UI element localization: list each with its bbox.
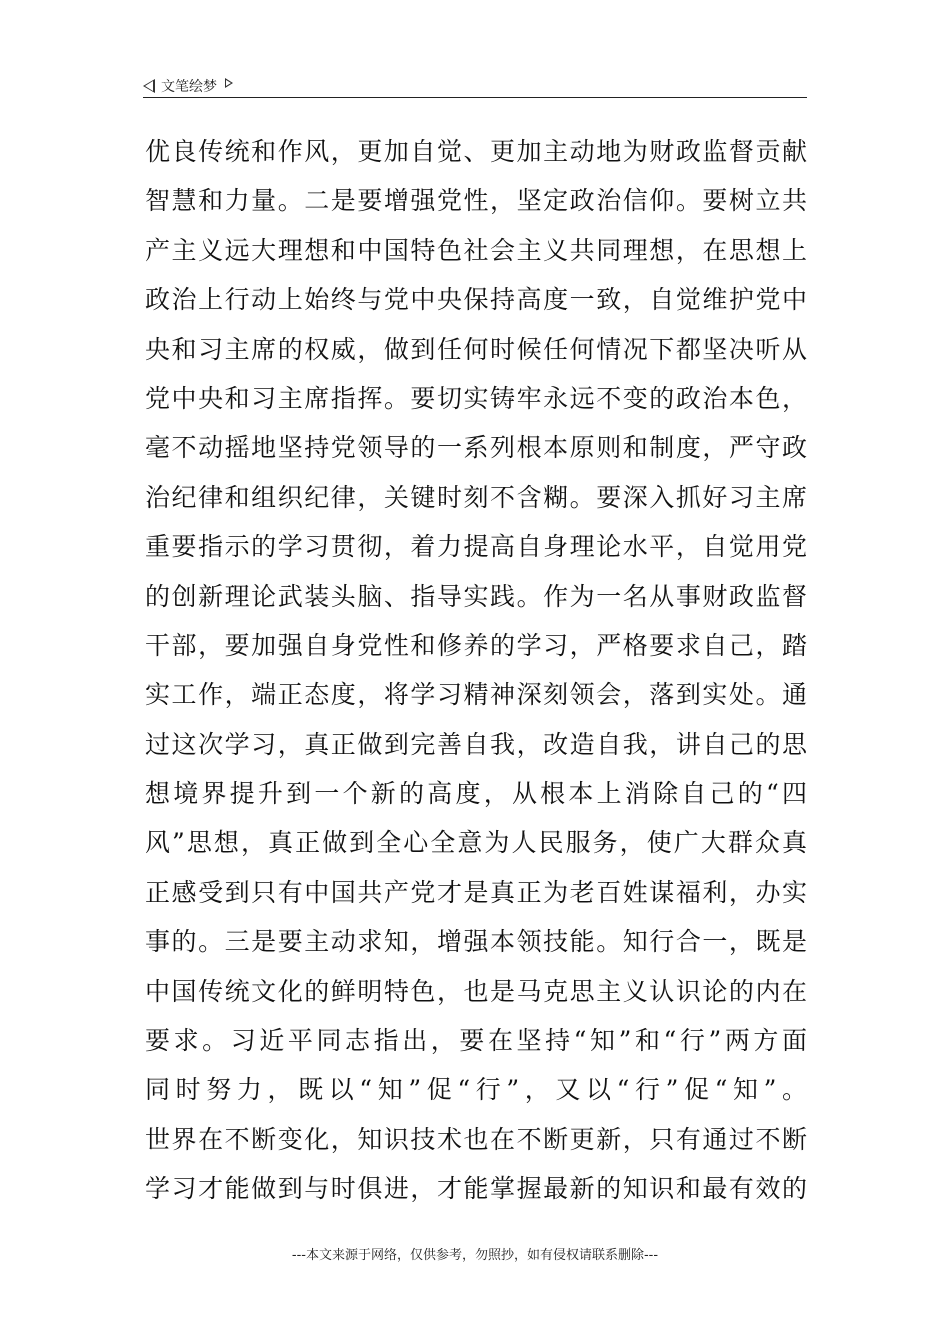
text-line: 央和习主席的权威，做到任何时候任何情况下都坚决听从 [145,334,807,364]
text-line: 智慧和力量。二是要增强党性，坚定政治信仰。要树立共 [145,186,807,216]
text-line: 产主义远大理想和中国特色社会主义共同理想，在思想上 [145,235,807,265]
text-line: 实工作，端正态度，将学习精神深刻领会，落到实处。通 [145,680,807,710]
header-title: 文笔绘梦 [161,79,217,95]
header-divider [143,97,807,98]
text-line: 毫不动摇地坚持党领导的一系列根本原则和制度，严守政 [145,433,807,463]
text-line: 想境界提升到一个新的高度，从根本上消除自己的“四 [145,779,807,809]
text-line: 风”思想，真正做到全心全意为人民服务，使广大群众真 [145,828,807,858]
text-line: 要求。习近平同志指出，要在坚持“知”和“行”两方面 [145,1026,807,1056]
body-text [145,127,807,1214]
text-line: 重要指示的学习贯彻，着力提高自身理论水平，自觉用党 [145,532,807,562]
text-line: 政治上行动上始终与党中央保持高度一致，自觉维护党中 [145,285,807,315]
text-line: 中国传统文化的鲜明特色，也是马克思主义认识论的内在 [145,976,807,1006]
text-line: 学习才能做到与时俱进，才能掌握最新的知识和最有效的 [145,1174,807,1204]
text-line: 过这次学习，真正做到完善自我，改造自我，讲自己的思 [145,729,807,759]
text-line: 世界在不断变化，知识技术也在不断更新，只有通过不断 [145,1124,807,1154]
footer-disclaimer: ---本文来源于网络，仅供参考，勿照抄，如有侵权请联系删除--- [291,1248,659,1263]
text-line: 事的。三是要主动求知，增强本领技能。知行合一，既是 [145,927,807,957]
text-line: 干部，要加强自身党性和修养的学习，严格要求自己，踏 [145,630,807,660]
text-line: 党中央和习主席指挥。要切实铸牢永远不变的政治本色， [145,383,807,413]
text-line: 正感受到只有中国共产党才是真正为老百姓谋福利，办实 [145,877,807,907]
text-line: 同时努力，既以“知”促“行”，又以“行”促“知”。 [145,1075,807,1105]
text-line: 治纪律和组织纪律，关键时刻不含糊。要深入抓好习主席 [145,482,807,512]
triangle-left-icon [143,79,155,93]
page-header [143,74,807,98]
text-line: 优良传统和作风，更加自觉、更加主动地为财政监督贡献 [145,137,807,166]
text-line: 的创新理论武装头脑、指导实践。作为一名从事财政监督 [145,581,807,611]
triangle-right-icon [225,78,233,88]
